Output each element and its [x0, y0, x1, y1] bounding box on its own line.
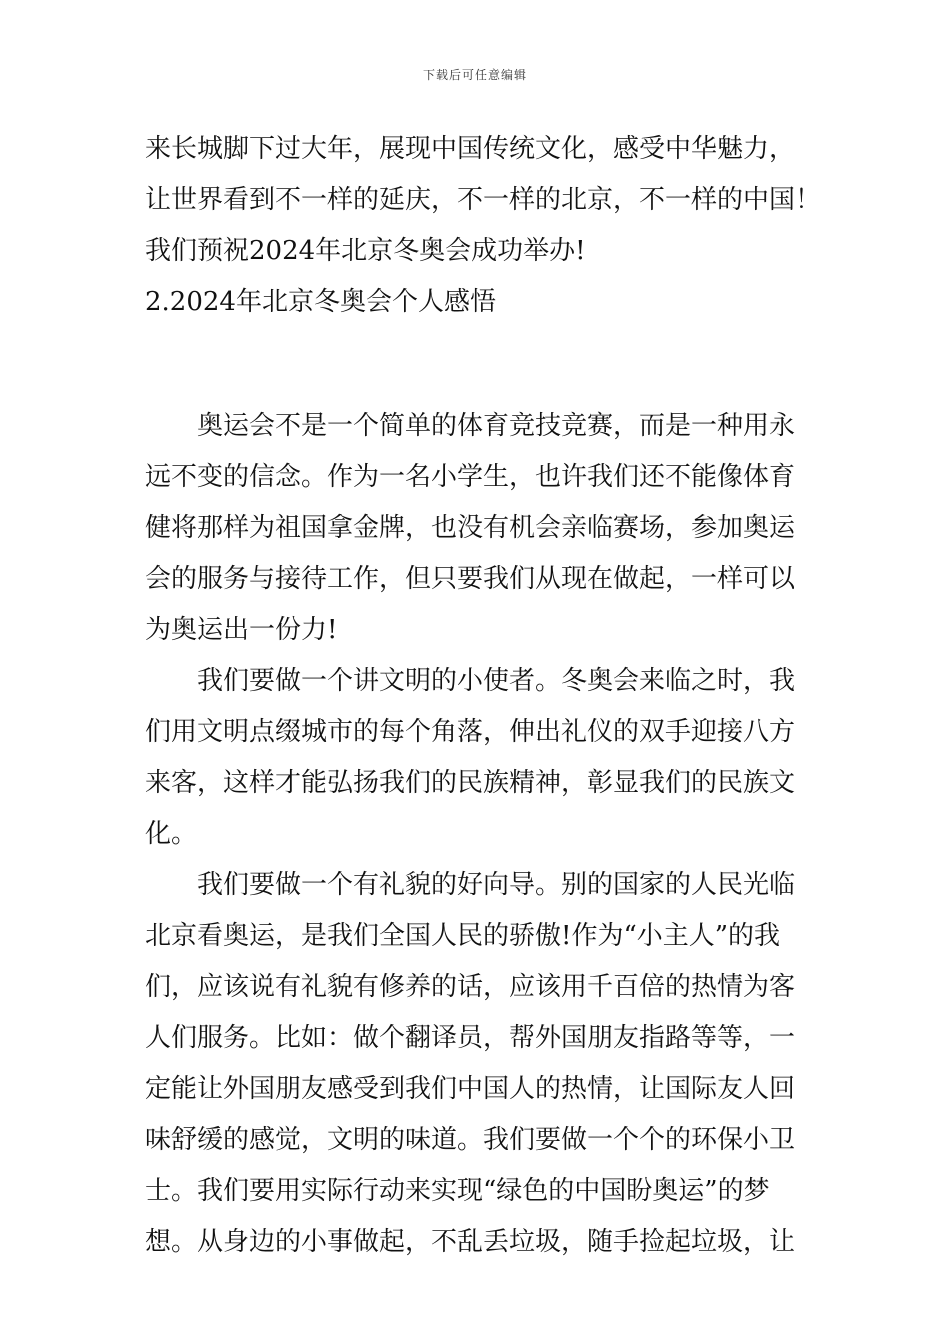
paragraph-line: 远不变的信念。作为一名小学生，也许我们还不能像体育: [145, 462, 796, 492]
document-body: [145, 124, 822, 1268]
intro-line: 来长城脚下过大年，展现中国传统文化，感受中华魅力，: [145, 134, 796, 164]
paragraph-3: [145, 860, 810, 1268]
paragraph-line: 来客，这样才能弘扬我们的民族精神，彰显我们的民族文: [145, 768, 796, 798]
paragraph-line: 士。我们要用实际行动来实现“绿色的中国盼奥运”的梦: [145, 1176, 770, 1206]
paragraph-line: 化。: [145, 819, 198, 849]
paragraph-1: [145, 401, 810, 656]
paragraph-line: 健将那样为祖国拿金牌，也没有机会亲临赛场，参加奥运: [145, 513, 796, 543]
paragraph-line: 为奥运出一份力!: [145, 615, 338, 645]
paragraph-line: 北京看奥运，是我们全国人民的骄傲!作为“小主人”的我: [145, 921, 781, 951]
paragraph-line: 们，应该说有礼貌有修养的话，应该用千百倍的热情为客: [145, 972, 796, 1002]
section-gap: [145, 328, 810, 401]
paragraph-line: 想。从身边的小事做起，不乱丢垃圾，随手捡起垃圾，让: [145, 1227, 796, 1257]
paragraph-line: 我们要做一个有礼貌的好向导。别的国家的人民光临: [197, 870, 796, 900]
intro-line: 我们预祝2024年北京冬奥会成功举办!: [145, 236, 586, 266]
page-header: 下载后可任意编辑: [422, 68, 527, 82]
paragraph-line: 味舒缓的感觉，文明的味道。我们要做一个个的环保小卫: [145, 1125, 796, 1155]
paragraph-line: 定能让外国朋友感受到我们中国人的热情，让国际友人回: [145, 1074, 796, 1104]
paragraph-line: 奥运会不是一个简单的体育竞技竞赛，而是一种用永: [197, 411, 796, 441]
paragraph-line: 们用文明点缀城市的每个角落，伸出礼仪的双手迎接八方: [145, 717, 796, 747]
section-heading: 2.2024年北京冬奥会个人感悟: [145, 287, 496, 317]
paragraph-line: 人们服务。比如：做个翻译员，帮外国朋友指路等等，一: [145, 1023, 796, 1053]
intro-line: 让世界看到不一样的延庆，不一样的北京，不一样的中国！: [145, 185, 822, 215]
paragraph-line: 我们要做一个讲文明的小使者。冬奥会来临之时，我: [197, 666, 796, 696]
paragraph-2: [145, 656, 810, 860]
paragraph-line: 会的服务与接待工作，但只要我们从现在做起，一样可以: [145, 564, 796, 594]
